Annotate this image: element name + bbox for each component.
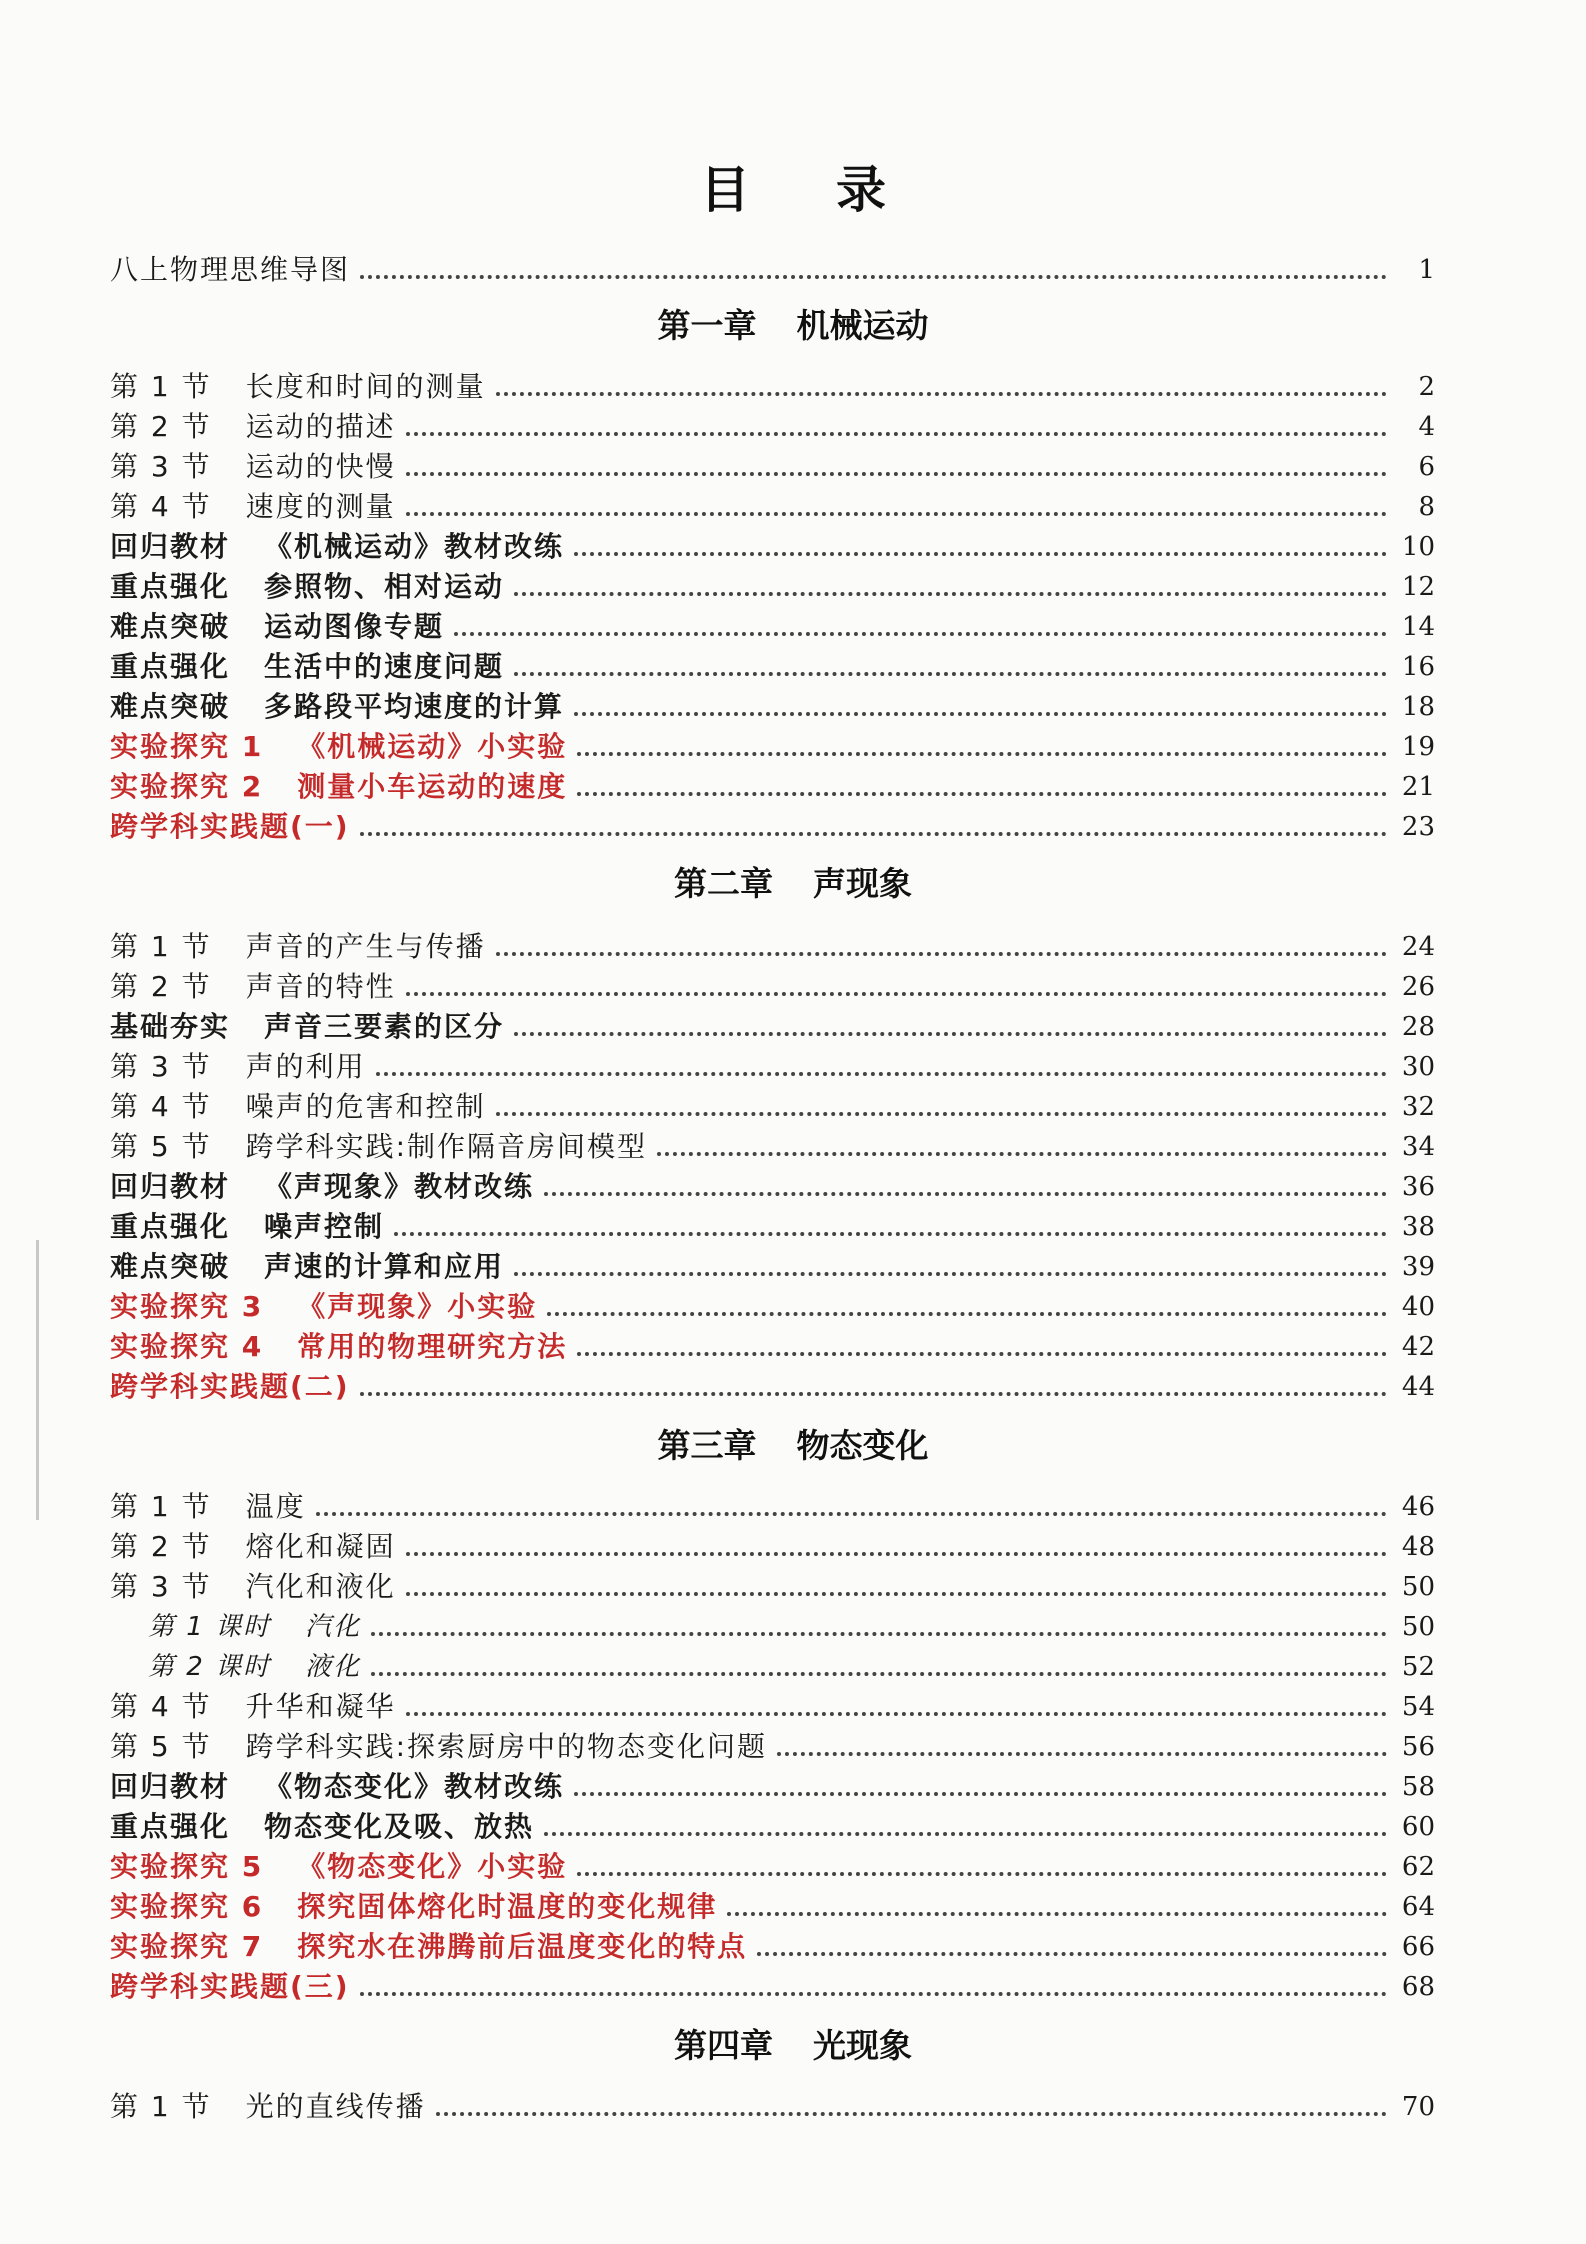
toc-entry[interactable] — [110, 1845, 1435, 1885]
page-number: 42 — [1401, 1332, 1435, 1362]
toc-entry[interactable] — [110, 725, 1435, 765]
chapter-heading — [0, 2020, 1586, 2067]
entry-label: 回归教材 — [110, 530, 231, 563]
page-number: 26 — [1401, 972, 1435, 1002]
page-number: 6 — [1418, 452, 1435, 482]
page-number: 30 — [1401, 1052, 1435, 1082]
page-number: 14 — [1401, 612, 1435, 642]
entry-label: 跨学科实践题(一) — [110, 810, 350, 843]
leader-dots — [544, 1832, 1387, 1836]
chapter-heading — [0, 858, 1586, 905]
chapter-number: 第四章 — [674, 2026, 773, 2065]
entry-label: 实验探究 5 — [110, 1850, 264, 1883]
entry-title: 生活中的速度问题 — [264, 650, 505, 683]
toc-entry[interactable] — [110, 1685, 1435, 1725]
toc-entry[interactable] — [148, 1645, 1435, 1685]
chapter-number: 第三章 — [657, 1426, 757, 1465]
entry-label: 第 5 节 — [110, 1730, 212, 1763]
entry-title: 《物态变化》教材改练 — [264, 1770, 565, 1803]
entry-label: 第 2 节 — [110, 1530, 212, 1563]
toc-entry[interactable] — [148, 1605, 1435, 1645]
page-number: 16 — [1401, 652, 1435, 682]
entry-label: 实验探究 3 — [110, 1290, 264, 1323]
entry-title: 参照物、相对运动 — [264, 570, 505, 603]
page-number: 21 — [1401, 772, 1435, 802]
leader-dots — [360, 1392, 1387, 1396]
leader-dots — [436, 2112, 1387, 2116]
toc-entry[interactable] — [110, 405, 1435, 445]
leader-dots — [360, 832, 1387, 836]
entry-title: 液化 — [305, 1652, 362, 1682]
page-number: 54 — [1401, 1692, 1435, 1722]
toc-entry[interactable] — [110, 1365, 1435, 1405]
entry-label: 难点突破 — [110, 690, 231, 723]
entry-title: 汽化 — [305, 1612, 362, 1642]
page-number: 60 — [1401, 1812, 1435, 1842]
leader-dots — [406, 1712, 1387, 1716]
chapter-number: 第二章 — [674, 864, 773, 903]
entry-label: 第 5 节 — [110, 1130, 212, 1163]
entry-title: 《声现象》教材改练 — [264, 1170, 535, 1203]
entry-label: 第 4 节 — [110, 490, 212, 523]
toc-entry[interactable] — [110, 1045, 1435, 1085]
page-number: 10 — [1401, 532, 1435, 562]
entry-title: 光的直线传播 — [245, 2090, 426, 2123]
leader-dots — [577, 792, 1387, 796]
page-number: 38 — [1401, 1212, 1435, 1242]
leader-dots — [406, 1592, 1387, 1596]
leader-dots — [406, 512, 1387, 516]
entry-label: 难点突破 — [110, 610, 231, 643]
entry-label: 基础夯实 — [110, 1010, 231, 1043]
entry-title: 声音的特性 — [245, 970, 396, 1003]
leader-dots — [406, 432, 1387, 436]
chapter-name: 物态变化 — [796, 1426, 929, 1465]
leader-dots — [544, 1192, 1387, 1196]
toc-entry[interactable] — [110, 1085, 1435, 1125]
entry-title: 探究水在沸腾前后温度变化的特点 — [297, 1930, 748, 1963]
page-number: 66 — [1401, 1932, 1435, 1962]
page-number: 4 — [1418, 412, 1435, 442]
toc-entry[interactable] — [110, 1925, 1435, 1965]
leader-dots — [574, 1792, 1387, 1796]
toc-entry[interactable] — [110, 1325, 1435, 1365]
leader-dots — [577, 752, 1387, 756]
page-title: 目录 — [700, 161, 972, 219]
entry-title: 运动的描述 — [245, 410, 396, 443]
page-number: 48 — [1401, 1532, 1435, 1562]
entry-title: 运动的快慢 — [245, 450, 396, 483]
entry-title: 常用的物理研究方法 — [297, 1330, 568, 1363]
entry-title: 《物态变化》小实验 — [297, 1850, 568, 1883]
page-number: 36 — [1401, 1172, 1435, 1202]
page-number: 56 — [1401, 1732, 1435, 1762]
page-number: 24 — [1401, 932, 1435, 962]
toc-entry[interactable] — [110, 365, 1435, 405]
entry-title: 温度 — [245, 1490, 306, 1523]
entry-label: 实验探究 1 — [110, 730, 264, 763]
leader-dots — [514, 1032, 1387, 1036]
toc-entry[interactable] — [110, 605, 1435, 645]
toc-entry[interactable] — [110, 2085, 1435, 2125]
page-number: 32 — [1401, 1092, 1435, 1122]
leader-dots — [657, 1152, 1387, 1156]
entry-title: 噪声的危害和控制 — [245, 1090, 486, 1123]
toc-entry[interactable] — [110, 1965, 1435, 2005]
entry-title: 运动图像专题 — [264, 610, 445, 643]
leader-dots — [454, 632, 1387, 636]
entry-label: 重点强化 — [110, 1210, 231, 1243]
toc-entry[interactable] — [110, 1805, 1435, 1845]
entry-label: 实验探究 4 — [110, 1330, 264, 1363]
leader-dots — [406, 1552, 1387, 1556]
entry-label: 实验探究 7 — [110, 1930, 264, 1963]
entry-title: 测量小车运动的速度 — [297, 770, 568, 803]
entry-title: 声的利用 — [245, 1050, 366, 1083]
entry-title: 声速的计算和应用 — [264, 1250, 505, 1283]
entry-title: 跨学科实践:探索厨房中的物态变化问题 — [245, 1730, 768, 1763]
page-number: 18 — [1401, 692, 1435, 722]
scan-artifact — [36, 1240, 39, 1520]
leader-dots — [496, 952, 1387, 956]
entry-label: 第 3 节 — [110, 450, 212, 483]
entry-title: 多路段平均速度的计算 — [264, 690, 565, 723]
page-number: 23 — [1401, 812, 1435, 842]
entry-title: 声音三要素的区分 — [264, 1010, 505, 1043]
leader-dots — [574, 552, 1387, 556]
page-number: 50 — [1401, 1612, 1435, 1642]
page-number: 62 — [1401, 1852, 1435, 1882]
leader-dots — [496, 392, 1387, 396]
entry-title: 《机械运动》教材改练 — [264, 530, 565, 563]
chapter-heading — [0, 1420, 1586, 1467]
leader-dots — [371, 1672, 1387, 1676]
page-number: 46 — [1401, 1492, 1435, 1522]
page-number: 58 — [1401, 1772, 1435, 1802]
entry-title: 《声现象》小实验 — [297, 1290, 538, 1323]
toc-entry[interactable] — [110, 1525, 1435, 1565]
leader-dots — [757, 1952, 1387, 1956]
entry-label: 八上物理思维导图 — [110, 253, 351, 286]
page-number: 12 — [1401, 572, 1435, 602]
toc-entry[interactable] — [110, 525, 1435, 565]
entry-label: 回归教材 — [110, 1770, 231, 1803]
leader-dots — [727, 1912, 1387, 1916]
entry-label: 实验探究 6 — [110, 1890, 264, 1923]
leader-dots — [371, 1632, 1387, 1636]
toc-entry[interactable] — [110, 1165, 1435, 1205]
page-number: 44 — [1401, 1372, 1435, 1402]
page-number: 2 — [1418, 372, 1435, 402]
leader-dots — [360, 1992, 1387, 1996]
page-number: 8 — [1418, 492, 1435, 522]
leader-dots — [514, 592, 1387, 596]
leader-dots — [777, 1752, 1387, 1756]
toc-entry[interactable] — [110, 1005, 1435, 1045]
entry-title: 熔化和凝固 — [245, 1530, 396, 1563]
leader-dots — [360, 275, 1387, 279]
leader-dots — [514, 672, 1387, 676]
entry-title: 《机械运动》小实验 — [297, 730, 568, 763]
leader-dots — [394, 1232, 1387, 1236]
entry-label: 第 1 课时 — [148, 1612, 272, 1642]
entry-label: 第 1 节 — [110, 370, 212, 403]
entry-label: 第 4 节 — [110, 1090, 212, 1123]
entry-label: 难点突破 — [110, 1250, 231, 1283]
entry-label: 第 3 节 — [110, 1570, 212, 1603]
entry-label: 跨学科实践题(三) — [110, 1970, 350, 2003]
entry-title: 物态变化及吸、放热 — [264, 1810, 535, 1843]
entry-title: 声音的产生与传播 — [245, 930, 486, 963]
toc-entry[interactable] — [110, 1125, 1435, 1165]
entry-label: 第 2 节 — [110, 970, 212, 1003]
entry-title: 汽化和液化 — [245, 1570, 396, 1603]
page-number: 64 — [1401, 1892, 1435, 1922]
page-number: 52 — [1401, 1652, 1435, 1682]
toc-entry[interactable] — [110, 645, 1435, 685]
entry-label: 第 4 节 — [110, 1690, 212, 1723]
entry-label: 跨学科实践题(二) — [110, 1370, 350, 1403]
entry-label: 第 2 节 — [110, 410, 212, 443]
leader-dots — [406, 472, 1387, 476]
entry-title: 噪声控制 — [264, 1210, 385, 1243]
leader-dots — [577, 1352, 1387, 1356]
entry-title: 速度的测量 — [245, 490, 396, 523]
toc-entry[interactable] — [110, 965, 1435, 1005]
page-number: 50 — [1401, 1572, 1435, 1602]
leader-dots — [514, 1272, 1387, 1276]
chapter-name: 机械运动 — [796, 306, 929, 345]
entry-title: 跨学科实践:制作隔音房间模型 — [245, 1130, 648, 1163]
toc-entry[interactable] — [110, 248, 1435, 288]
chapter-name: 声现象 — [813, 864, 912, 903]
chapter-name: 光现象 — [813, 2026, 912, 2065]
entry-label: 重点强化 — [110, 570, 231, 603]
page-number: 19 — [1401, 732, 1435, 762]
leader-dots — [577, 1872, 1387, 1876]
toc-entry[interactable] — [110, 1285, 1435, 1325]
chapter-heading — [0, 300, 1586, 347]
page-number: 40 — [1401, 1292, 1435, 1322]
page-number: 68 — [1401, 1972, 1435, 2002]
toc-entry[interactable] — [110, 685, 1435, 725]
toc-entry[interactable] — [110, 1765, 1435, 1805]
entry-label: 第 2 课时 — [148, 1652, 272, 1682]
entry-label: 第 1 节 — [110, 2090, 212, 2123]
toc-entry[interactable] — [110, 765, 1435, 805]
entry-title: 探究固体熔化时温度的变化规律 — [297, 1890, 718, 1923]
toc-entry[interactable] — [110, 1725, 1435, 1765]
entry-label: 第 3 节 — [110, 1050, 212, 1083]
toc-entry[interactable] — [110, 805, 1435, 845]
chapter-number: 第一章 — [657, 306, 757, 345]
toc-entry[interactable] — [110, 1485, 1435, 1525]
entry-label: 重点强化 — [110, 650, 231, 683]
leader-dots — [376, 1072, 1387, 1076]
toc-entry[interactable] — [110, 445, 1435, 485]
entry-title: 升华和凝华 — [245, 1690, 396, 1723]
leader-dots — [406, 992, 1387, 996]
leader-dots — [496, 1112, 1387, 1116]
page-number: 1 — [1418, 255, 1435, 285]
toc-entry[interactable] — [110, 925, 1435, 965]
entry-label: 回归教材 — [110, 1170, 231, 1203]
toc-entry[interactable] — [110, 1565, 1435, 1605]
toc-entry[interactable] — [110, 565, 1435, 605]
page-number: 34 — [1401, 1132, 1435, 1162]
toc-entry[interactable] — [110, 1885, 1435, 1925]
toc-entry[interactable] — [110, 485, 1435, 525]
leader-dots — [547, 1312, 1387, 1316]
leader-dots — [316, 1512, 1387, 1516]
page-number: 28 — [1401, 1012, 1435, 1042]
page-number: 70 — [1401, 2092, 1435, 2122]
toc-entry[interactable] — [110, 1205, 1435, 1245]
leader-dots — [574, 712, 1387, 716]
toc-entry[interactable] — [110, 1245, 1435, 1285]
entry-label: 重点强化 — [110, 1810, 231, 1843]
page-number: 39 — [1401, 1252, 1435, 1282]
entry-label: 第 1 节 — [110, 1490, 212, 1523]
entry-title: 长度和时间的测量 — [245, 370, 486, 403]
entry-label: 第 1 节 — [110, 930, 212, 963]
entry-label: 实验探究 2 — [110, 770, 264, 803]
